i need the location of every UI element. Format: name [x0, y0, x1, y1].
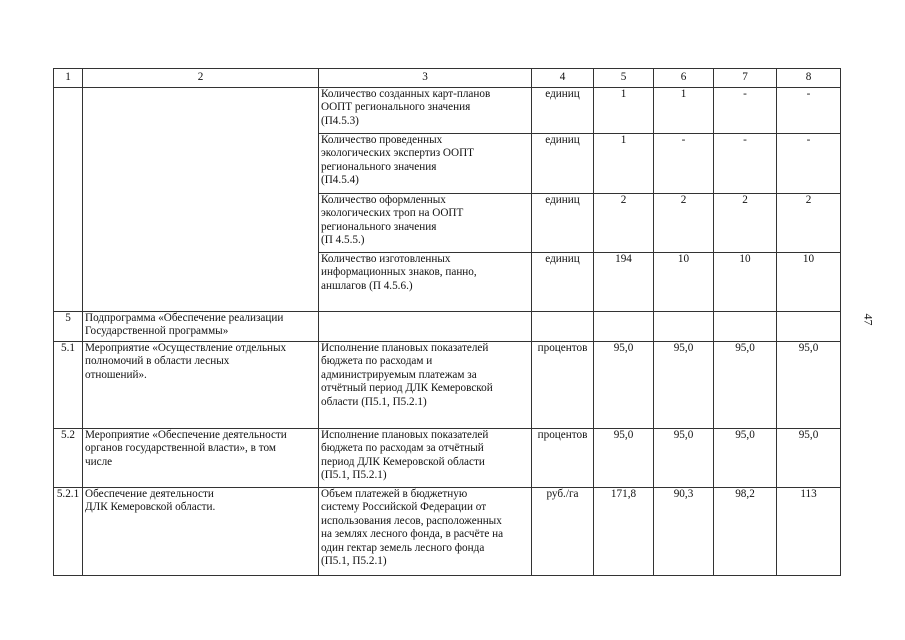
row-value-6: 90,3 [654, 488, 714, 576]
row-unit: единиц [532, 194, 594, 253]
row-unit: единиц [532, 134, 594, 194]
row-value-6: 95,0 [654, 342, 714, 429]
row-number: 5.2 [54, 429, 83, 488]
row-indicator [319, 312, 532, 342]
row-number: 5 [54, 312, 83, 342]
row-value-7: - [714, 134, 777, 194]
column-number: 7 [714, 69, 777, 88]
row-unit: единиц [532, 88, 594, 134]
row-value-5: 95,0 [594, 429, 654, 488]
row-value-6: 95,0 [654, 429, 714, 488]
column-number: 5 [594, 69, 654, 88]
column-number: 2 [83, 69, 319, 88]
row-value-6 [654, 312, 714, 342]
column-number: 1 [54, 69, 83, 88]
row-value-5: 1 [594, 134, 654, 194]
row-value-5: 171,8 [594, 488, 654, 576]
row-value-8 [777, 312, 841, 342]
row-unit: руб./га [532, 488, 594, 576]
row-number [54, 88, 83, 312]
row-value-7: 10 [714, 253, 777, 312]
column-number: 4 [532, 69, 594, 88]
row-unit [532, 312, 594, 342]
row-unit: единиц [532, 253, 594, 312]
row-value-8: 95,0 [777, 342, 841, 429]
row-value-7: 95,0 [714, 429, 777, 488]
table-row [54, 488, 841, 576]
row-unit: процентов [532, 342, 594, 429]
row-indicator: Исполнение плановых показателей бюджета по расходам и администрируемым платежам за отчётный период ДЛК Кемеровской области (П5.1, П5.2.1) [319, 342, 532, 429]
row-value-8: 10 [777, 253, 841, 312]
row-indicator: Объем платежей в бюджетную систему Российской Федерации от использования лесов, расположенных на землях лесного фонда, в расчёте на один гектар земель лесного фонда (П5.1, П5.2.1) [319, 488, 532, 576]
row-name: Мероприятие «Осуществление отдельных полномочий в области лесных отношений». [83, 342, 319, 429]
row-value-7: 95,0 [714, 342, 777, 429]
row-indicator: Количество оформленных экологических троп на ООПТ регионального значения (П 4.5.5.) [319, 194, 532, 253]
page-number: 47 [861, 313, 876, 326]
row-number: 5.1 [54, 342, 83, 429]
row-value-8: 113 [777, 488, 841, 576]
row-value-6: 2 [654, 194, 714, 253]
row-value-8: - [777, 88, 841, 134]
row-value-5: 1 [594, 88, 654, 134]
row-value-6: 10 [654, 253, 714, 312]
row-value-5: 95,0 [594, 342, 654, 429]
row-name: Обеспечение деятельности ДЛК Кемеровской области. [83, 488, 319, 576]
column-number: 6 [654, 69, 714, 88]
row-value-7: 2 [714, 194, 777, 253]
table-row [54, 342, 841, 429]
row-value-8: 2 [777, 194, 841, 253]
column-number: 3 [319, 69, 532, 88]
row-indicator: Количество проведенных экологических экспертиз ООПТ регионального значения (П4.5.4) [319, 134, 532, 194]
table-row [54, 88, 841, 134]
row-value-7: 98,2 [714, 488, 777, 576]
row-indicator: Количество созданных карт-планов ООПТ регионального значения (П4.5.3) [319, 88, 532, 134]
table-row [54, 429, 841, 488]
indicators-table [53, 68, 841, 576]
row-indicator: Количество изготовленных информационных знаков, панно, аншлагов (П 4.5.6.) [319, 253, 532, 312]
column-number-row [54, 69, 841, 88]
row-value-7: - [714, 88, 777, 134]
row-name: Подпрограмма «Обеспечение реализации Государственной программы» [83, 312, 319, 342]
row-name: Мероприятие «Обеспечение деятельности органов государственной власти», в том числе [83, 429, 319, 488]
row-value-5: 2 [594, 194, 654, 253]
row-name [83, 88, 319, 312]
row-value-6: 1 [654, 88, 714, 134]
row-indicator: Исполнение плановых показателей бюджета по расходам за отчётный период ДЛК Кемеровской области (П5.1, П5.2.1) [319, 429, 532, 488]
table-row [54, 312, 841, 342]
row-value-5: 194 [594, 253, 654, 312]
row-value-7 [714, 312, 777, 342]
row-number: 5.2.1 [54, 488, 83, 576]
row-value-8: - [777, 134, 841, 194]
row-value-8: 95,0 [777, 429, 841, 488]
column-number: 8 [777, 69, 841, 88]
row-value-5 [594, 312, 654, 342]
row-value-6: - [654, 134, 714, 194]
row-unit: процентов [532, 429, 594, 488]
